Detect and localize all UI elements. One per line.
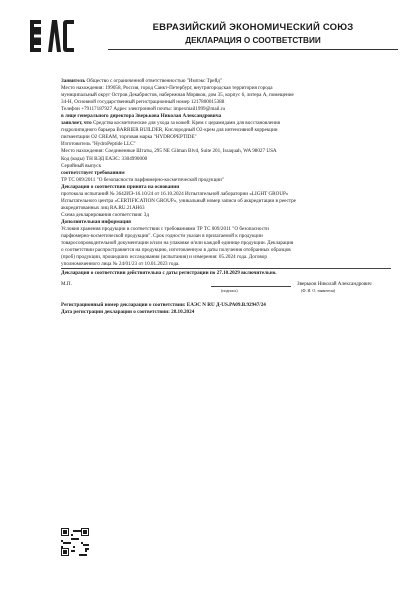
declaration-line: Место нахождения: 199058, Россия, город Санкт-Петербург, внутригородская территория города: [61, 85, 273, 92]
declaration-line: о соответствии распространяется на продукцию, изготовленную в даты получения отобранных образцов: [61, 247, 291, 254]
declaration-line: аккредитованных лиц RA.RU.21АН63: [61, 204, 145, 211]
declaration-line: протокола испытаний № 3642ИЭ-16.10/24 от 16.10.2024 Испытательной лаборатории «LIGHT GROUP»: [61, 190, 289, 197]
declaration-line: в лице генерального директора Зверькова Николая Александровича: [61, 113, 222, 120]
declaration-line: заявляет, что Средства косметические для ухода за кожей: Крем с церамидами для восстановления: [61, 120, 280, 127]
document-title: ДЕКЛАРАЦИЯ О СООТВЕТСТВИИ: [185, 36, 321, 45]
qr-code-icon: [61, 528, 89, 556]
declaration-line: ТР ТС 009/2011 "О безопасности парфюмерно-косметической продукции": [61, 176, 225, 183]
declaration-line: товаросопроводительной документации и/или на упаковке и/или каждой единице продукции. Декларация: [61, 240, 294, 247]
signatory-caption: (Ф. И. О. заявителя): [301, 288, 336, 294]
declaration-line: Схема декларирования соответствия: 3д: [61, 211, 149, 218]
validity-rule-top: [61, 268, 391, 269]
union-title: ЕВРАЗИЙСКИЙ ЭКОНОМИЧЕСКИЙ СОЮЗ: [152, 22, 354, 33]
declaration-line: Дополнительная информация: [61, 218, 131, 225]
declaration-line: Условия хранения продукции в соответствии с требованиями ТР ТС 009/2011 "О безопасности: [61, 225, 269, 232]
declaration-line: соответствует требованиям: [61, 169, 125, 176]
signature-line: [211, 281, 291, 287]
declaration-line: Место нахождения: Соединенные Штаты, 295 NE Gilman Blvd, Suite 201, Issaquah, WA 98027 USA: [61, 148, 277, 155]
signatory-name: Зверьков Николай Александрович: [297, 281, 372, 287]
header-divider: [108, 49, 398, 50]
declaration-line: парфюмерно-косметической продукции". Срок годности указан в прилагаемой к продукции: [61, 233, 263, 240]
document-header: [30, 16, 400, 66]
declaration-line: Серийный выпуск: [61, 162, 102, 169]
declaration-line: пигментации O2 CREAM, торговая марка "HYDROPEPTIDE": [61, 134, 197, 141]
declaration-line: Заявитель Общество с ограниченной ответственностью "Импэкс Трейд": [61, 78, 222, 84]
stamp-label: М.П.: [61, 281, 72, 287]
declaration-line: уполномоченного лица № 24/01/23 от 10.01.2023 года.: [61, 261, 180, 268]
declaration-line: Телефон +79117187927 Адрес электронной почты: impexmail1999@mail.ru: [61, 106, 226, 113]
declaration-line: муниципальный округ Остров Декабристов, набережная Моряков, дом 35, корпус 6, литера А, помещение: [61, 92, 294, 99]
registration-date: 28.10.2024: [171, 309, 195, 316]
validity-statement: [61, 270, 391, 277]
declaration-line: 34-Н, Основной государственный регистрационный номер 1217800015388: [61, 99, 225, 106]
declaration-line: гидролипидного барьера BARRIER BUILDER, Кислородный О2-крем для интенсивной коррекции: [61, 127, 278, 134]
signature-caption: (подпись): [221, 288, 238, 294]
declaration-line: Декларация о соответствии принята на основании: [61, 183, 180, 190]
declaration-line: Изготовитель "HydroPeptide LLC": [61, 141, 136, 148]
registration-number: ЕАЭС N RU Д-US.РА09.В.92947/24: [186, 302, 266, 308]
declaration-body: [61, 78, 391, 268]
declaration-line: (проб) продукции, прошедших исследования (испытания) и измерения: 05.2024 года. Договор: [61, 254, 267, 261]
validity-date: 27.10.2029: [216, 270, 240, 276]
registration-number-label: Регистрационный номер декларации о соответствии:: [61, 302, 186, 308]
declaration-line: Код (коды) ТН ВЭД ЕАЭС: 3304990000: [61, 155, 148, 162]
registration-date-label: Дата регистрации декларации о соответствии:: [61, 309, 170, 316]
declaration-line: Испытательного центра «CERTIFICATION GROUP», уникальный номер записи об аккредитации в реестре: [61, 197, 296, 204]
registration-block: [61, 302, 391, 316]
validity-suffix: включительно.: [241, 270, 277, 276]
eac-logo-icon: [30, 20, 74, 52]
signature-block: [61, 281, 391, 293]
validity-prefix: Декларация о соответствии действительна с даты регистрации по: [61, 270, 216, 276]
